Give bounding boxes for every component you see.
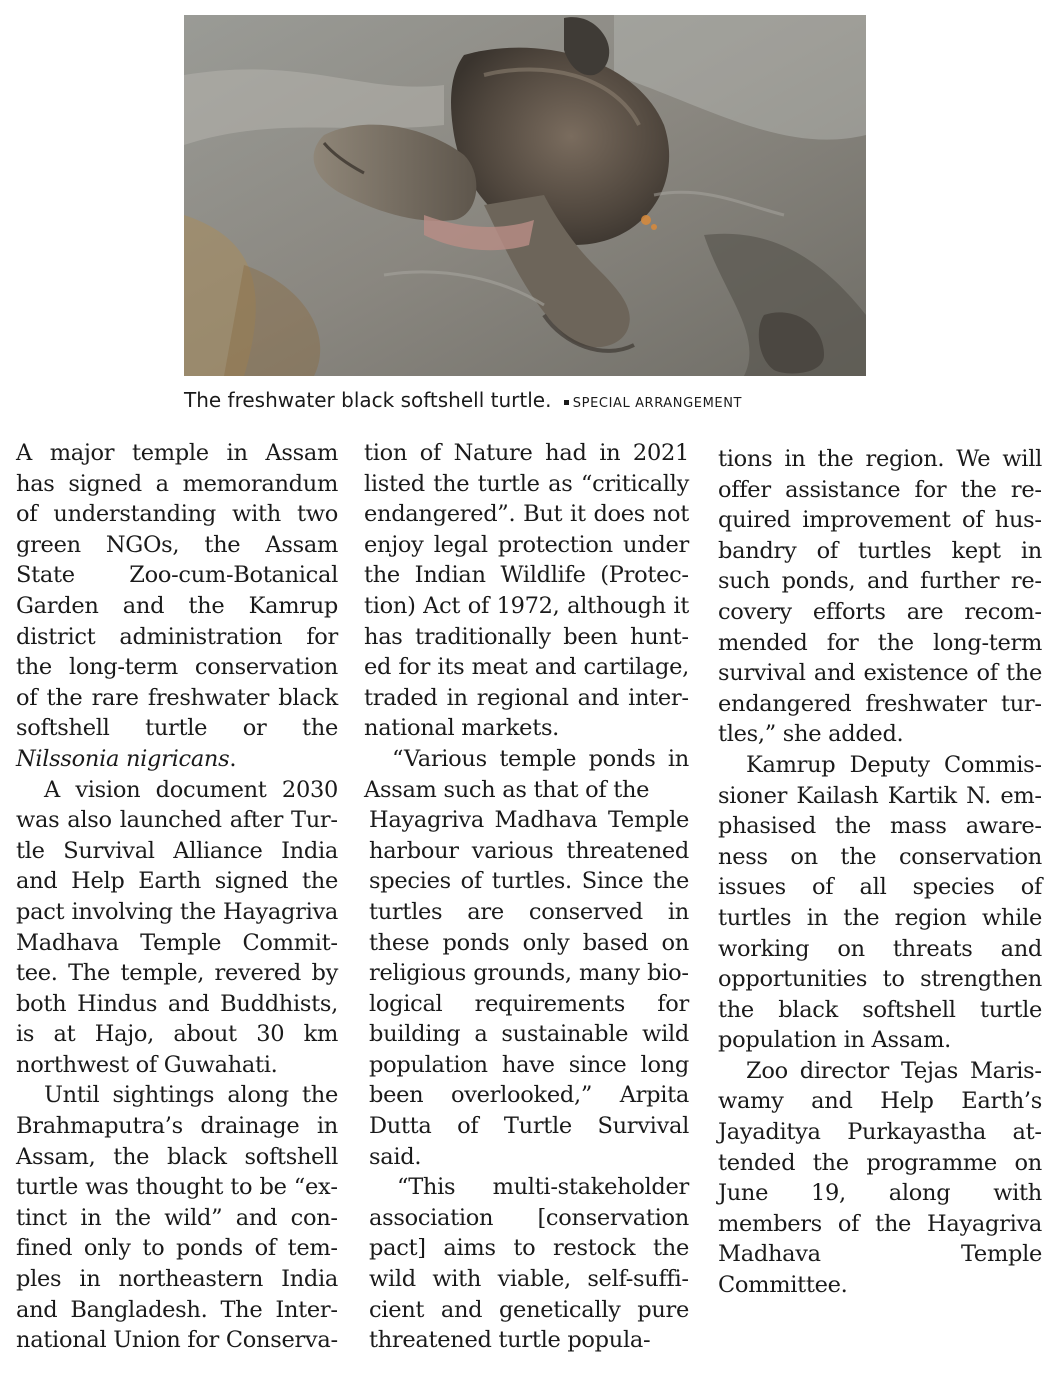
turtle-photo bbox=[184, 15, 866, 376]
photo-credit: SPECIAL ARRANGEMENT bbox=[564, 396, 742, 411]
article-paragraph: “This multi-stakeholder association [conservation pact] aims to restock the wild with viable, self-sufficient and genetically pure threatened turtle popula- bbox=[369, 1174, 689, 1354]
article-paragraph: Hayagriva Madhava Temple harbour various threatened species of turtles. Since the turtles are conserved in these ponds only based on religious grounds, many biological requirements for building a sustainable wild population have since long been overlooked,” Arpita Dutta of Turtle Survival said. bbox=[369, 807, 689, 1170]
article-paragraph: A major temple in Assam has signed a memorandum of understanding with two green NGOs, the Assam State Zoo-cum-Botanical Garden and the Kamrup district administration for the long-term conservation of the rare freshwater black softshell turtle or the Nilssonia nigricans. bbox=[16, 440, 338, 772]
article-column-2 bbox=[364, 438, 689, 1356]
article-column-1 bbox=[16, 438, 338, 1356]
article-paragraph: tions in the region. We will offer assistance for the required improvement of husbandry of turtles kept in such ponds, and further recovery efforts are recommended for the long-term survival and existence of the endangered freshwater turtles,” she added. bbox=[718, 446, 1042, 748]
caption-text: The freshwater black softshell turtle. bbox=[184, 388, 552, 412]
photo-caption bbox=[184, 387, 884, 417]
article-paragraph: Kamrup Deputy Commissioner Kailash Kartik N. emphasised the mass awareness on the conservation issues of all species of turtles in the region while working on threats and opportunities to strengthen the black softshell turtle population in Assam. bbox=[718, 751, 1042, 1054]
article-column-3 bbox=[718, 444, 1042, 1301]
article-paragraph: “Various temple ponds in Assam such as that of the bbox=[364, 745, 689, 803]
species-name: Nilssonia nigricans bbox=[16, 745, 230, 772]
article-paragraph: tion of Nature had in 2021 listed the turtle as “critically endangered”. But it does not enjoy legal protection under the Indian Wildlife (Protection) Act of 1972, although it has traditionally been hunted for its meat and cartilage, traded in regional and international markets. bbox=[364, 440, 689, 742]
article-paragraph: Zoo director Tejas Mariswamy and Help Earth’s Jayaditya Purkayastha attended the programme on June 19, along with members of the Hayagriva Madhava Temple Committee. bbox=[718, 1057, 1042, 1299]
article-paragraph: A vision document 2030 was also launched after Turtle Survival Alliance India and Help Earth signed the pact involving the Hayagriva Madhava Temple Committee. The temple, revered by both Hindus and Buddhists, is at Hajo, about 30 km northwest of Guwahati. bbox=[16, 776, 338, 1078]
article-paragraph: Until sightings along the Brahmaputra’s drainage in Assam, the black softshell turtle was thought to be “extinct in the wild” and confined only to ponds of temples in northeastern India and Bangladesh. The International Union for Conserva- bbox=[16, 1082, 338, 1354]
